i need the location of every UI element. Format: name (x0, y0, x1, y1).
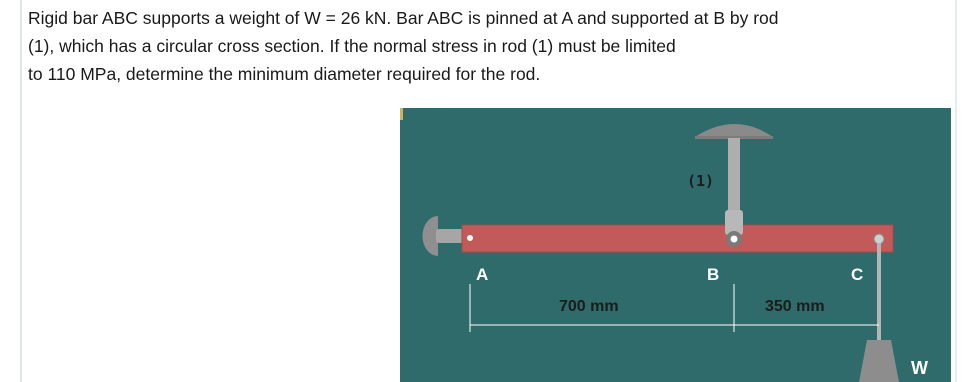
corner-mark (400, 108, 403, 120)
problem-line-2: (1), which has a circular cross section. If the normal stress in rod (1) must be limited (28, 36, 676, 56)
pin-b (731, 236, 738, 243)
rod-1 (728, 138, 740, 210)
rigid-bar-figure (400, 108, 951, 382)
problem-statement (28, 4, 953, 88)
weight-label: W (911, 358, 928, 378)
right-border-line (955, 0, 957, 382)
dimension-ab: 700 mm (559, 298, 619, 315)
problem-line-3: to 110 MPa, determine the minimum diameter required for the rod. (28, 64, 541, 84)
rigid-bar (462, 225, 893, 252)
pin-a (467, 235, 473, 241)
problem-line-1: Rigid bar ABC supports a weight of W = 26 kN. Bar ABC is pinned at A and supported at B by rod (28, 8, 779, 28)
hanger-rod-c (877, 243, 881, 353)
dimension-bc: 350 mm (765, 298, 825, 315)
rod-1-label: (1) (687, 172, 715, 190)
label-c: C (851, 265, 864, 284)
label-b: B (707, 265, 720, 284)
figure-svg (400, 108, 951, 382)
left-border-line (20, 0, 22, 382)
pin-c (874, 234, 884, 244)
label-a: A (476, 265, 489, 284)
